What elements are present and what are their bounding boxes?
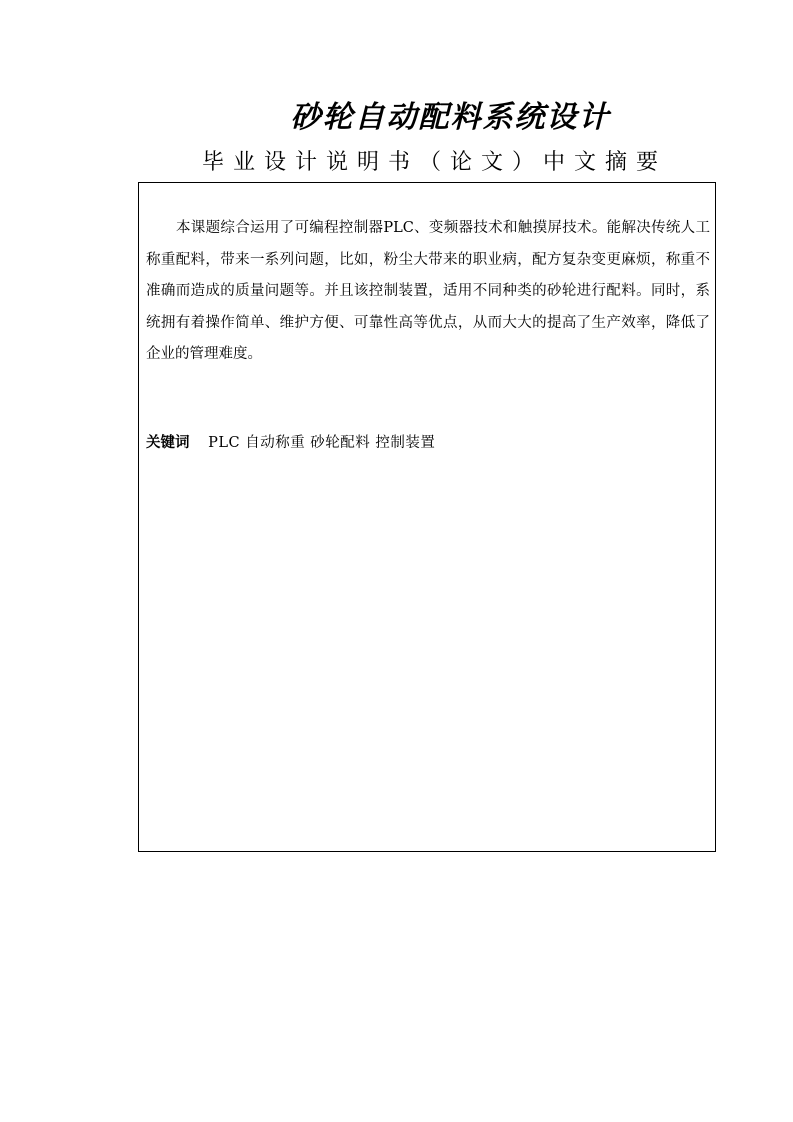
document-title: 砂轮自动配料系统设计 — [290, 100, 611, 135]
keywords-line — [146, 431, 435, 452]
document-subtitle: 毕业设计说明书（论文）中文摘要 — [202, 150, 668, 175]
abstract-text: 本课题综合运用了可编程控制器PLC、变频器技术和触摸屏技术。能解决传统人工称重配料，带来一系列问题，比如，粉尘大带来的职业病，配方复杂变更麻烦，称重不准确而造成的质量问题等。并且该控制装置，适用不同种类的砂轮进行配料。同时，系统拥有着操作简单、维护方便、可靠性高等优点，从而大大的提高了生产效率，降低了企业的管理难度。 — [146, 220, 710, 362]
keywords-text: PLC 自动称重 砂轮配料 控制装置 — [208, 435, 436, 451]
keywords-label: 关键词 — [146, 435, 190, 451]
abstract-box — [138, 182, 716, 852]
